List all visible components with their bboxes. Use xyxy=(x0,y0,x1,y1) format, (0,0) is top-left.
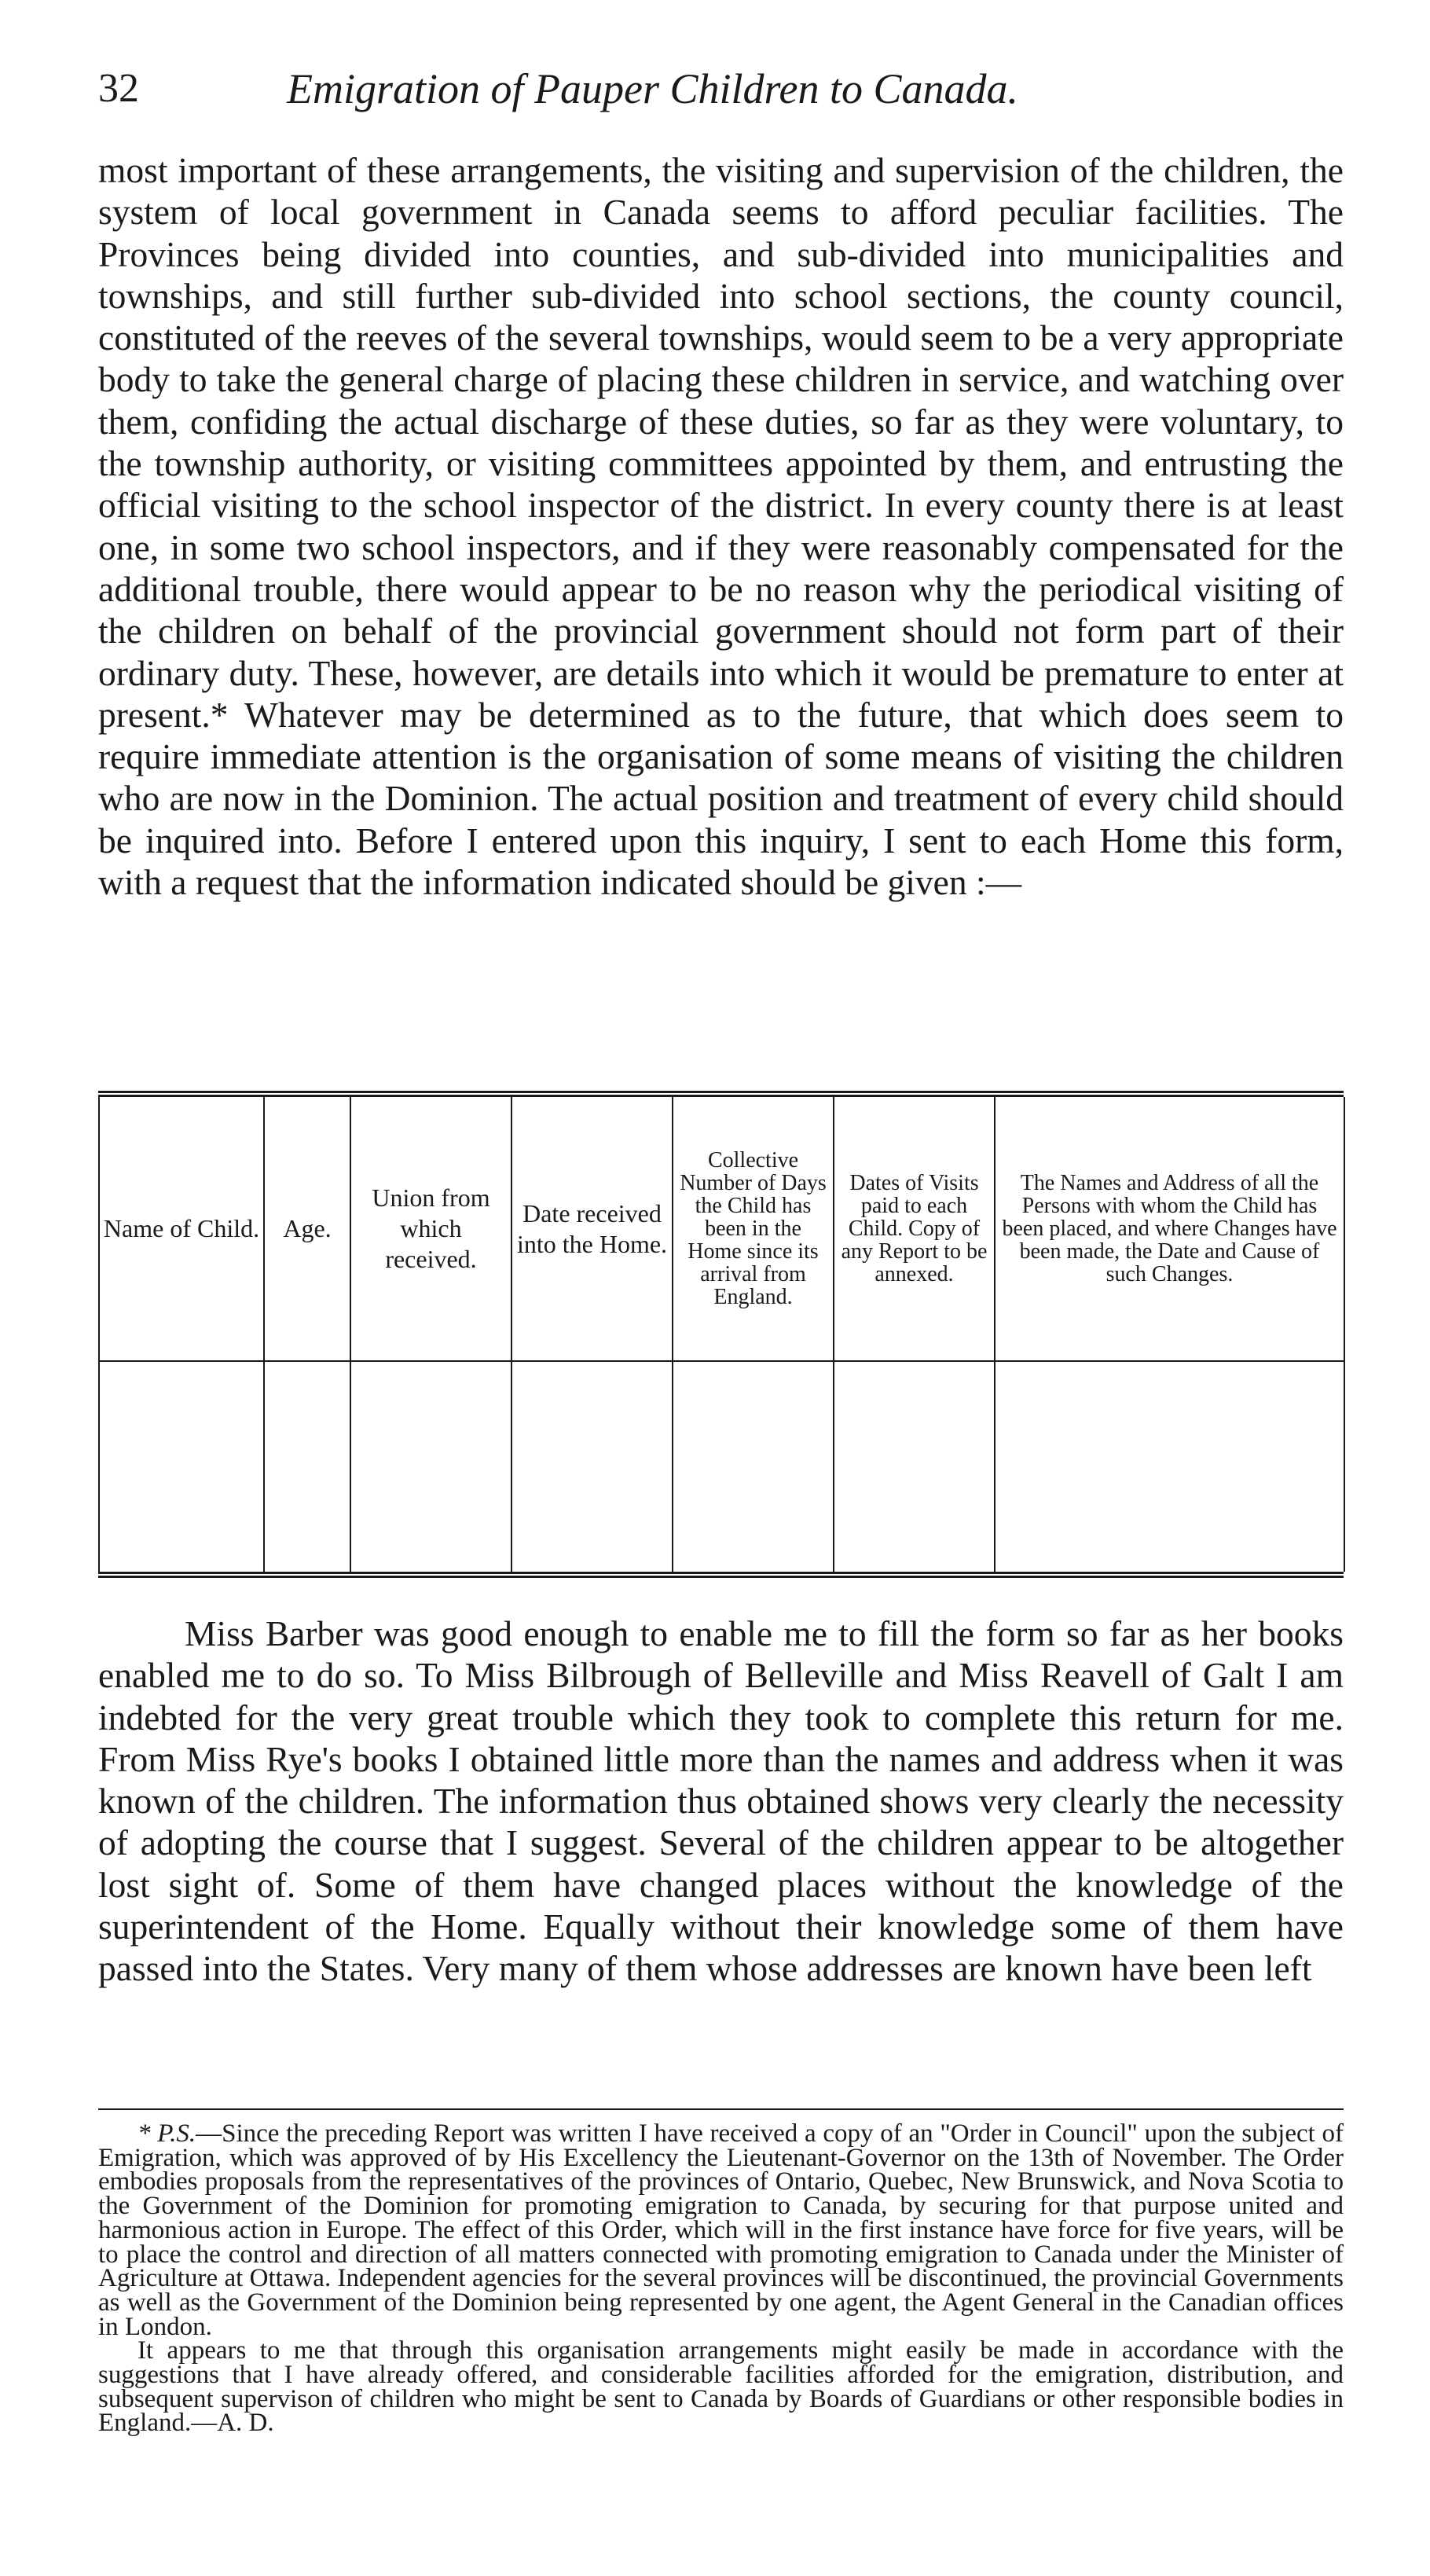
column-header-date-received: Date received into the Home. xyxy=(512,1097,673,1361)
table-cell-empty xyxy=(512,1361,673,1572)
footnote-paragraph-2: It appears to me that through this organisation arrangements might easily be made in accordance with the suggestions that I have already offered, and considerable facilities afforded for the emigration, distribution, and subsequent supervison of children who might be sent to Canada by Boards of Guardians or other responsible bodies in England.—A. D. xyxy=(98,2336,1344,2438)
table-cell-empty xyxy=(995,1361,1344,1572)
column-header-age: Age. xyxy=(264,1097,350,1361)
footnote xyxy=(98,2119,1344,2438)
footnote-paragraph-1 xyxy=(98,2119,1344,2341)
column-header-placements: The Names and Address of all the Persons with whom the Child has been placed, and where Changes have been made, the Date and Cause of such Changes. xyxy=(995,1097,1344,1361)
footnote-label: * P.S. xyxy=(138,2119,196,2148)
paragraph-2: Miss Barber was good enough to enable me to fill the form so far as her books enabled me to do so. To Miss Bilbrough of Belleville and Miss Reavell of Galt I am indebted for the very great trouble which they took to complete this return for me. From Miss Rye's books I obtained little more than the names and address when it was known of the children. The information thus obtained shows very clearly the necessity of adopting the course that I suggest. Several of the children appear to be altogether lost sight of. Some of them have changed places without the knowledge of the superintendent of the Home. Equally without their knowledge some of them have passed into the States. Very many of them whose addresses are known have been left xyxy=(98,1613,1344,1989)
table-cell-empty xyxy=(834,1361,995,1572)
column-header-days-in-home: Collective Number of Days the Child has been in the Home since its arrival from England. xyxy=(673,1097,834,1361)
column-header-union: Union from which received. xyxy=(350,1097,512,1361)
page-header xyxy=(98,53,1340,124)
inquiry-form-table xyxy=(98,1091,1344,1578)
footnote-divider xyxy=(98,2108,1344,2110)
body-text-bottom xyxy=(98,1613,1344,1990)
paragraph-1: most important of these arrangements, the visiting and supervision of the children, the system of local government in Canada seems to afford peculiar facilities. The Provinces being divided into counties, and sub-divided into municipalities and townships, and still further sub-divided into school sections, the county council, constituted of the reeves of the several townships, would seem to be a very appropriate body to take the general charge of placing these children in service, and watching over them, confiding the actual discharge of these duties, so far as they were voluntary, to the township authority, or visiting committees appointed by them, and entrusting the official visiting to the school inspector of the district. In every county there is at least one, in some two school inspectors, and if they were reasonably compensated for the additional trouble, there would appear to be no reason why the periodical visiting of the children on behalf of the provincial government should not form part of their ordinary duty. These, however, are details into which it would be premature to enter at present.* Whatever may be determined as to the future, that which does seem to require immediate attention is the organisation of some means of visiting the children who are now in the Dominion. The actual position and treatment of every child should be inquired into. Before I entered upon this inquiry, I sent to each Home this form, with a request that the information indicated should be given :— xyxy=(98,150,1344,903)
table-cell-empty xyxy=(673,1361,834,1572)
column-header-name: Name of Child. xyxy=(99,1097,264,1361)
table-header-row xyxy=(99,1097,1344,1361)
footnote-text-1: —Since the preceding Report was written I have received a copy of an "Order in Council" upon the subject of Emigration, which was approved of by His Excellency the Lieutenant-Governor on the 13th of November. The Order embodies proposals from the representatives of the provinces of Ontario, Quebec, New Brunswick, and Nova Scotia to the Government of the Dominion for promoting emigration to Canada, by securing for that purpose united and harmonious action in Europe. The effect of this Order, which will in the first instance have force for five years, will be to place the control and direction of all matters connected with promoting emigration to Canada under the Minister of Agriculture at Ottawa. Independent agencies for the several provinces will be discontinued, the provincial Governments as well as the Government of the Dominion being represented by one agent, the Agent General in the Canadian offices in London. xyxy=(98,2119,1344,2341)
running-title: Emigration of Pauper Children to Canada. xyxy=(287,65,1018,112)
body-text-top xyxy=(98,149,1344,903)
table-cell-empty xyxy=(264,1361,350,1572)
table-row xyxy=(99,1361,1344,1572)
table-cell-empty xyxy=(99,1361,264,1572)
table-cell-empty xyxy=(350,1361,512,1572)
column-header-visits: Dates of Visits paid to each Child. Copy of any Report to be annexed. xyxy=(834,1097,995,1361)
page-number: 32 xyxy=(98,66,139,111)
